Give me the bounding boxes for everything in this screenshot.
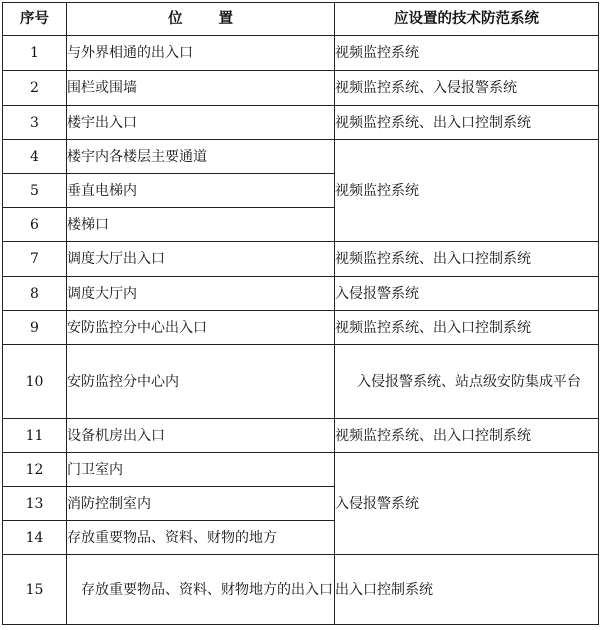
row-number: 7 <box>3 242 67 277</box>
table-row <box>3 311 599 345</box>
header-no: 序号 <box>3 3 67 36</box>
header-system: 应设置的技术防范系统 <box>335 3 599 36</box>
header-position-char-1: 位 <box>168 10 183 27</box>
row-number: 10 <box>3 345 67 419</box>
table-row <box>3 106 599 140</box>
row-position: 安防监控分中心出入口 <box>67 311 335 345</box>
header-position <box>67 3 335 36</box>
row-position: 安防监控分中心内 <box>67 345 335 419</box>
row-position: 存放重要物品、资料、财物的地方 <box>67 521 335 555</box>
table-row <box>3 277 599 311</box>
row-position: 设备机房出入口 <box>67 419 335 453</box>
header-row <box>3 3 599 36</box>
table-row <box>3 345 599 419</box>
row-system-merged: 入侵报警系统 <box>335 453 599 555</box>
table-row <box>3 71 599 106</box>
row-number: 11 <box>3 419 67 453</box>
table-row <box>3 453 599 487</box>
row-system: 视频监控系统、出入口控制系统 <box>335 106 599 140</box>
row-number: 15 <box>3 555 67 625</box>
row-system: 视频监控系统、出入口控制系统 <box>335 311 599 345</box>
row-system: 出入口控制系统 <box>335 555 599 625</box>
row-system: 视频监控系统、入侵报警系统 <box>335 71 599 106</box>
row-number: 6 <box>3 208 67 242</box>
row-position: 围栏或围墙 <box>67 71 335 106</box>
row-system: 入侵报警系统、站点级安防集成平台 <box>335 345 599 419</box>
row-position: 调度大厅出入口 <box>67 242 335 277</box>
row-position: 与外界相通的出入口 <box>67 36 335 71</box>
table-row <box>3 555 599 625</box>
row-position: 楼宇出入口 <box>67 106 335 140</box>
row-number: 8 <box>3 277 67 311</box>
table-row <box>3 242 599 277</box>
row-position: 消防控制室内 <box>67 487 335 521</box>
row-number: 2 <box>3 71 67 106</box>
row-position: 垂直电梯内 <box>67 174 335 208</box>
row-number: 1 <box>3 36 67 71</box>
row-system: 视频监控系统 <box>335 36 599 71</box>
row-number: 12 <box>3 453 67 487</box>
table-row <box>3 419 599 453</box>
table-row <box>3 140 599 174</box>
row-number: 3 <box>3 106 67 140</box>
row-system: 入侵报警系统 <box>335 277 599 311</box>
row-position: 门卫室内 <box>67 453 335 487</box>
security-systems-table <box>2 2 599 625</box>
header-position-char-2: 置 <box>218 10 233 27</box>
row-system: 视频监控系统、出入口控制系统 <box>335 419 599 453</box>
table-row <box>3 36 599 71</box>
row-system: 视频监控系统、出入口控制系统 <box>335 242 599 277</box>
row-position: 楼宇内各楼层主要通道 <box>67 140 335 174</box>
row-position: 调度大厅内 <box>67 277 335 311</box>
row-position: 楼梯口 <box>67 208 335 242</box>
row-number: 9 <box>3 311 67 345</box>
row-number: 14 <box>3 521 67 555</box>
row-number: 5 <box>3 174 67 208</box>
row-system-merged: 视频监控系统 <box>335 140 599 242</box>
row-number: 13 <box>3 487 67 521</box>
row-number: 4 <box>3 140 67 174</box>
row-position: 存放重要物品、资料、财物地方的出入口 <box>67 555 335 625</box>
